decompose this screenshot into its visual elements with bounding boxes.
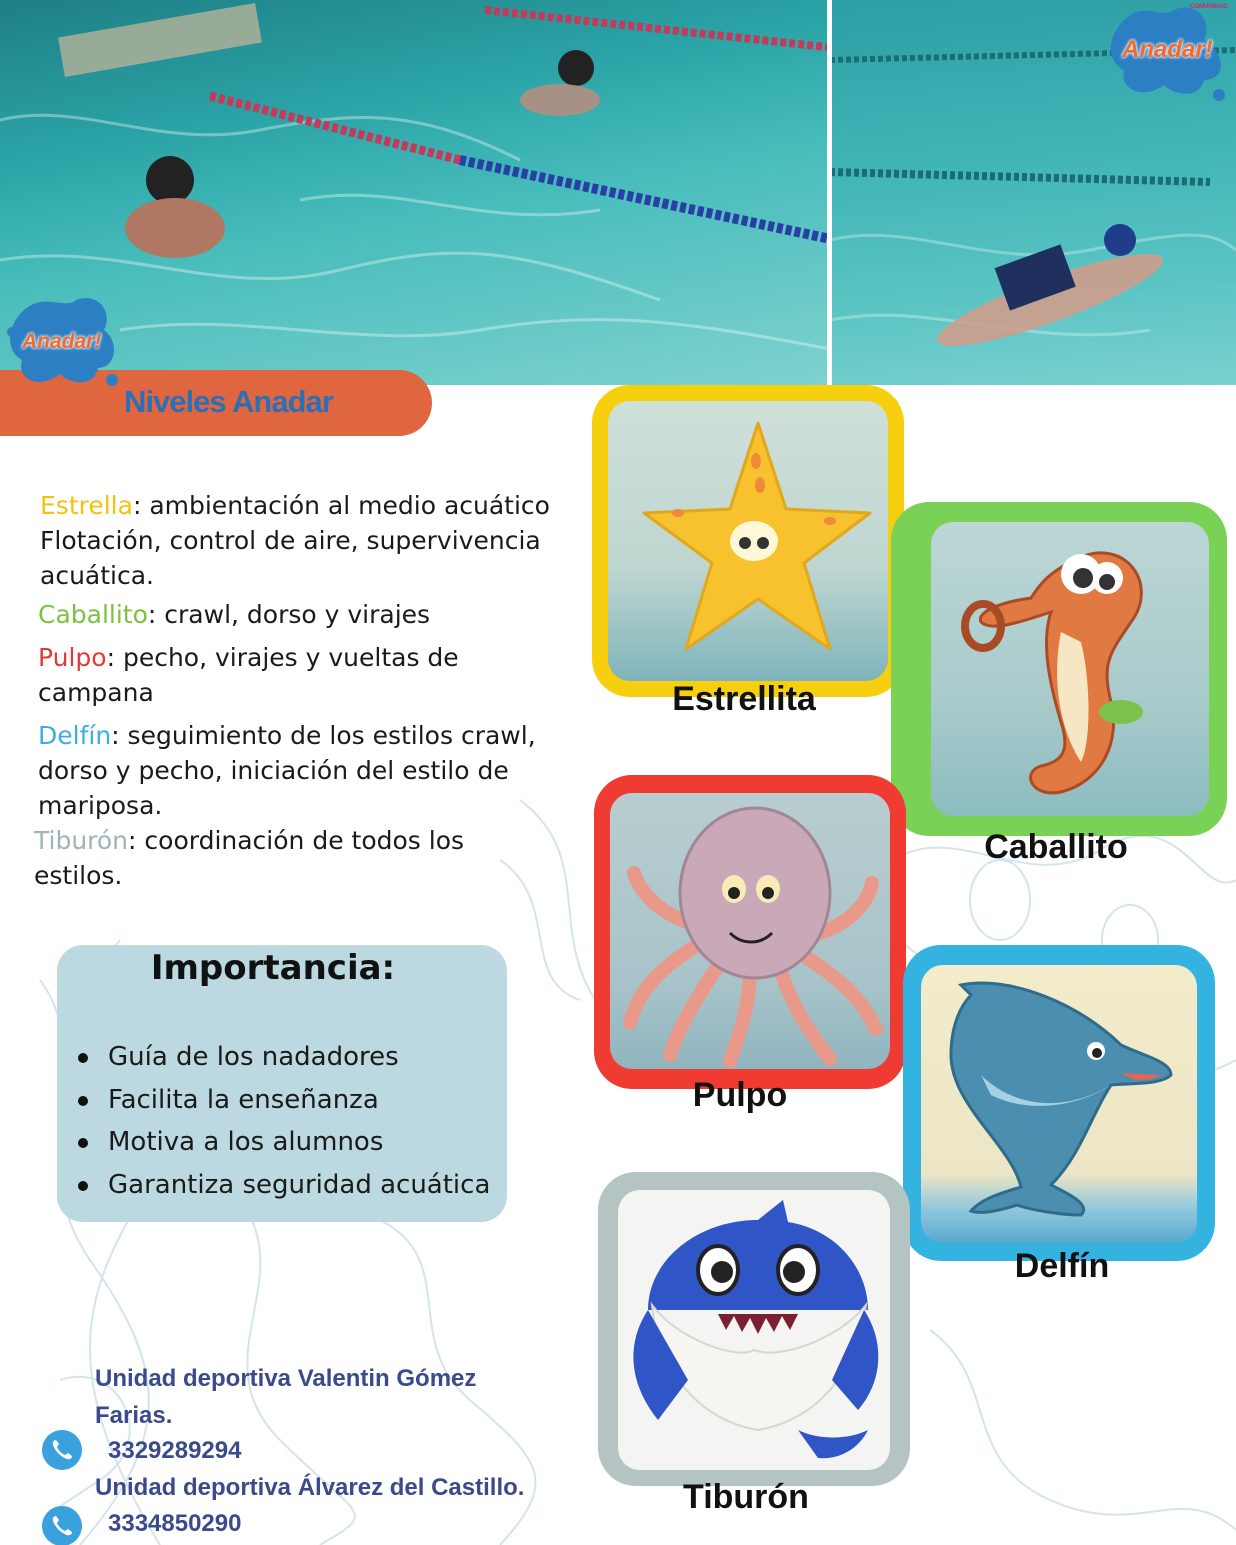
dolphin-icon (921, 965, 1197, 1243)
bullet-icon (78, 1096, 88, 1106)
level-text: : ambientación al medio acuático (132, 491, 550, 520)
level-name: Tiburón (34, 826, 129, 855)
card-label-pulpo: Pulpo (692, 1076, 788, 1114)
bullet-icon (78, 1053, 88, 1063)
card-label-delfin: Delfín (1014, 1247, 1110, 1285)
contact-location-2: Unidad deportiva Álvarez del Castillo. (95, 1474, 525, 1501)
list-item (72, 1079, 490, 1122)
level-name: Caballito (38, 600, 148, 629)
phone-icon (42, 1506, 82, 1545)
contact-place-line: Farias. (95, 1402, 173, 1429)
level-caballito (38, 597, 430, 632)
anadar-logo-top (1104, 0, 1232, 104)
importancia-title: Importancia: (150, 948, 396, 988)
seahorse-icon (931, 522, 1209, 816)
anadar-logo-left (4, 292, 122, 392)
level-name: Estrella (40, 491, 133, 520)
octopus-icon (610, 793, 890, 1069)
level-text: : crawl, dorso y virajes (147, 600, 431, 629)
level-tiburon (34, 823, 464, 893)
level-text-line: campana (38, 678, 154, 707)
card-label-caballito: Caballito (984, 828, 1128, 866)
contact-place-line: Unidad deportiva Valentin Gómez (95, 1365, 477, 1392)
list-item (72, 1121, 490, 1164)
importancia-list (72, 1036, 490, 1206)
list-item (72, 1164, 490, 1207)
level-name: Pulpo (38, 643, 107, 672)
photo-divider (827, 0, 832, 385)
level-text-line: acuática. (40, 561, 154, 590)
level-text-line: Flotación, control de aire, supervivencia (40, 526, 541, 555)
level-text-line: mariposa. (38, 791, 163, 820)
list-item-text: Motiva a los alumnos (108, 1127, 384, 1157)
bullet-icon (78, 1181, 88, 1191)
list-item-text: Facilita la enseñanza (108, 1084, 379, 1115)
bullet-icon (78, 1138, 88, 1148)
card-delfin (903, 945, 1215, 1261)
pool-photo-left (0, 0, 835, 385)
logo-text: Anadar! (1122, 36, 1213, 63)
contact-location-1 (95, 1360, 476, 1434)
level-delfin (38, 718, 536, 823)
level-pulpo (38, 640, 459, 710)
level-text-line: estilos. (34, 861, 123, 890)
card-tiburon (598, 1172, 910, 1486)
card-label-tiburon: Tiburón (683, 1478, 809, 1516)
card-label-estrellita: Estrellita (672, 680, 816, 718)
card-caballito (891, 502, 1227, 836)
logo-text-left: Anadar! (22, 330, 102, 353)
contact-phone-2[interactable]: 3334850290 (108, 1510, 242, 1537)
starfish-icon (608, 401, 888, 681)
phone-icon (42, 1430, 82, 1470)
shark-icon (618, 1190, 890, 1470)
logo-tagline: COMUNIDAD (1190, 4, 1228, 10)
contact-phone-1[interactable]: 3329289294 (108, 1437, 242, 1464)
card-pulpo (594, 775, 906, 1089)
card-estrellita (592, 385, 904, 697)
level-text-line: dorso y pecho, iniciación del estilo de (38, 756, 509, 785)
list-item-text: Garantiza seguridad acuática (108, 1169, 491, 1200)
level-text: : pecho, virajes y vueltas de (106, 643, 459, 672)
level-name: Delfín (38, 721, 112, 750)
list-item-text: Guía de los nadadores (108, 1042, 399, 1072)
list-item (72, 1036, 490, 1079)
level-text: : seguimiento de los estilos crawl, (111, 721, 536, 750)
level-text: : coordinación de todos los (128, 826, 465, 855)
page-title: Niveles Anadar (124, 384, 333, 419)
level-estrella (40, 488, 550, 593)
